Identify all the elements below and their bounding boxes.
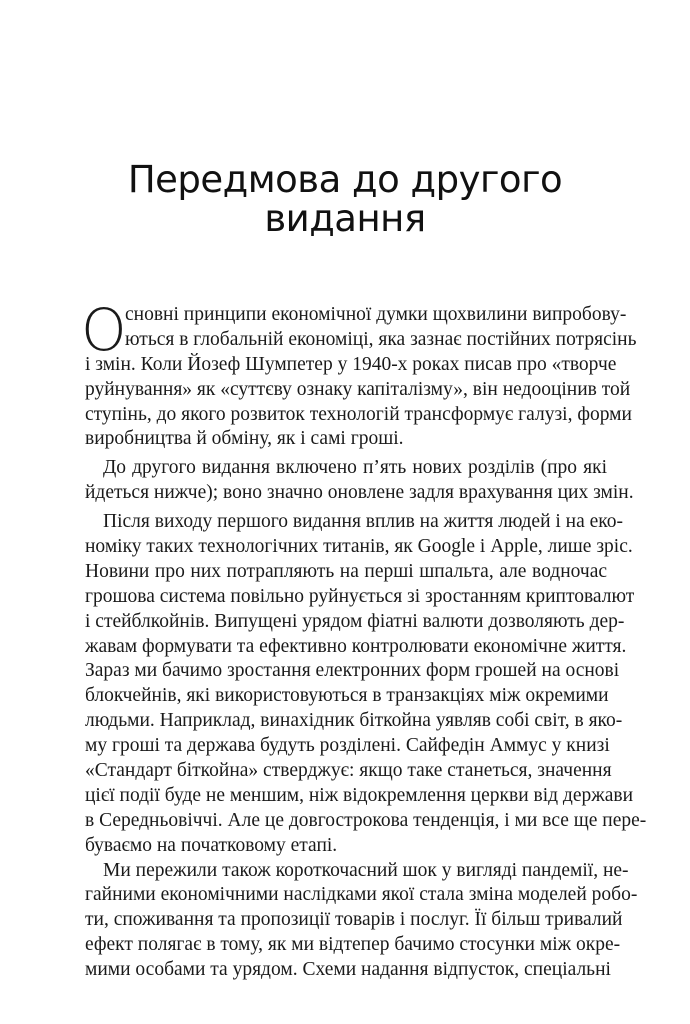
text-line: гайними економічними наслідками якої стала зміна моделей робо-	[85, 884, 638, 906]
text-line: виробництва й обміну, як і самі гроші.	[85, 428, 404, 450]
text-line: ються в глобальній економіці, яка зазнає постійних потрясінь	[125, 328, 637, 350]
text-line: сновні принципи економічної думки щохвилини випробову-	[125, 304, 627, 325]
text-line: людьми. Наприклад, винахідник біткойна уявляв собі світ, в яко-	[85, 710, 623, 732]
text-line: Після виходу першого видання вплив на життя людей і на еко-	[103, 511, 624, 533]
text-line: блокчейнів, які використовуються в транзакціях між окремими	[85, 685, 609, 707]
text-line: ти, споживання та пропозиції товарів і послуг. Її більш тривалий	[85, 909, 623, 931]
text-line: жавам формувати та ефективно контролювати економічне життя.	[85, 635, 627, 657]
body-text	[81, 296, 647, 983]
text-line: му гроші та держава будуть розділені. Сайфедін Аммус у книзі	[85, 735, 610, 757]
chapter-title-line-1: Передмова до другого	[127, 158, 563, 201]
text-line: Новини про них потрапляють на перші шпальта, але водночас	[85, 560, 607, 582]
text-line: Ми пережили також короткочасний шок у вигляді пандемії, не-	[103, 859, 629, 881]
text-line: руйнування» як «суттєву ознаку капіталізму», він недооцінив той	[85, 378, 631, 400]
text-line: йдеться нижче); воно значно оновлене задля врахування цих змін.	[85, 482, 634, 504]
text-line: в Середньовіччі. Але це довгострокова тенденція, і ми все ще пере-	[85, 809, 647, 831]
paragraph	[85, 859, 638, 983]
text-line: буваємо на початковому етапі.	[85, 834, 338, 856]
text-line: мими особами та урядом. Схеми надання відпусток, спеціальні	[85, 959, 611, 981]
text-line: і стейблкойнів. Випущені урядом фіатні валюти дозволяють дер-	[85, 610, 625, 632]
paragraph	[85, 506, 647, 858]
text-line: «Стандарт біткойна» стверджує: якщо таке станеться, значення	[85, 760, 612, 782]
text-line: Зараз ми бачимо зростання електронних форм грошей на основі	[85, 660, 620, 682]
text-line: номіку таких технологічних титанів, як Google і Apple, лише зріс.	[85, 536, 633, 558]
chapter-title	[0, 160, 690, 238]
paragraph	[85, 452, 634, 506]
text-line: і змін. Коли Йозеф Шумпетер у 1940-х роках писав про «творче	[85, 353, 617, 375]
text-line: цієї події буде не меншим, ніж відокремлення церкви від держави	[85, 784, 634, 806]
paragraph	[81, 296, 637, 452]
text-line: грошова система повільно руйнується зі зростанням криптовалют	[85, 585, 635, 607]
text-line: До другого видання включено п’ять нових розділів (про які	[103, 457, 607, 479]
text-line: ступінь, до якого розвиток технологій трансформує галузі, форми	[85, 403, 632, 425]
chapter-title-line-2: видання	[264, 197, 426, 240]
drop-cap: О	[81, 296, 127, 364]
text-line: ефект полягає в тому, як ми відтепер бачимо стосунки між окре-	[85, 934, 621, 956]
